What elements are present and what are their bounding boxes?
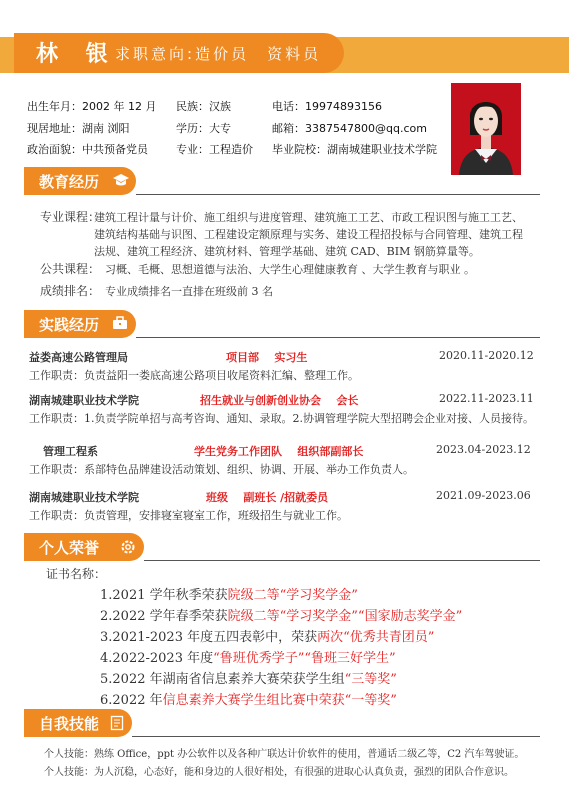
phone: 电话：19974893156: [272, 100, 382, 113]
practice-duty-4: 工作职责：负责管理，安排寝室寝室工作，班级招生与就业工作。: [29, 509, 348, 522]
honor-item-3-text: 3.2021-2023 年度五四表彰中，荣获: [100, 630, 318, 645]
honor-item-1-text: 1.2021 学年秋季荣获: [100, 588, 228, 603]
graduation-cap-icon: [112, 173, 130, 191]
education-section-header: [24, 167, 540, 195]
intent-label: 求职意向:: [115, 45, 196, 63]
birth-date: 出生年月：2002 年 12 月: [27, 100, 157, 113]
honor-item-5-highlight: “三等奖”: [344, 672, 397, 687]
practice-org-3: 管理工程系: [43, 445, 98, 458]
practice-role-4: 班级 副班长 /招就委员: [206, 491, 329, 504]
candidate-name: 林 银: [36, 42, 118, 67]
honor-item-1: [100, 584, 358, 603]
skills-title: 自我技能: [39, 715, 100, 733]
honor-item-2-highlight: 院级二等“学习奖学金”“国家励志奖学金”: [227, 609, 463, 624]
briefcase-icon: [112, 316, 128, 334]
document-icon: [110, 715, 124, 735]
practice-duty-1: 工作职责：负责益阳一娄底高速公路项目收尾资料汇编、整理工作。: [29, 369, 359, 382]
course-line-2: 建筑结构基础与识图、工程建设定额原理与实务、建设工程招投标与合同管理、建筑工程: [94, 228, 523, 241]
intent-job: 造价员: [195, 45, 250, 63]
practice-org-1: 益娄高速公路管理局: [29, 351, 128, 364]
practice-org-2: 湖南城建职业技术学院: [29, 394, 139, 407]
practice-role-2: 招生就业与创新创业协会 会长: [200, 394, 359, 407]
education-level: 学历：大专: [176, 122, 231, 135]
email: 邮箱：3387547800@qq.com: [272, 122, 427, 135]
practice-role-3: 学生党务工作团队 组织部副部长: [194, 445, 364, 458]
practice-date-2: 2022.11-2023.11: [439, 392, 534, 405]
practice-date-3: 2023.04-2023.12: [436, 443, 531, 456]
course-label: 专业课程：: [40, 210, 101, 224]
honor-item-5-text: 5.2022 年湖南省信息素养大赛荣获学生组: [100, 672, 345, 687]
practice-duty-3: 工作职责：系部特色品牌建设活动策划、组织、协调、开展、举办工作负责人。: [29, 463, 414, 476]
practice-duty-2: 工作职责：1.负责学院单招与高考咨询、通知、录取。2.协调管理学院大型招聘会企业对接、人员接待。: [29, 412, 534, 425]
course-line-3: 法规、建筑工程经济、建筑材料、管理学基础、建筑 CAD、BIM 钢筋算量等。: [94, 245, 480, 258]
education-title: 教育经历: [39, 173, 100, 191]
skills-line-2: 个人技能：为人沉稳，心态好，能和身边的人很好相处，有很强的进取心认真负责，强烈的团队合作意识。: [44, 767, 514, 778]
skills-line-1: 个人技能：熟练 Office，ppt 办公软件以及各种广联达计价软件的使用，普通话二级乙等，C2 汽车驾驶证。: [44, 749, 525, 760]
rank-text: 专业成绩排名一直排在班级前 3 名: [105, 285, 273, 298]
practice-date-1: 2020.11-2020.12: [439, 349, 534, 362]
practice-role-1: 项目部 实习生: [226, 351, 308, 364]
honor-item-6: [100, 689, 397, 708]
gear-icon: [120, 539, 136, 559]
rank-label: 成绩排名：: [40, 284, 101, 298]
honor-item-3-highlight: 两次“优秀共青团员”: [317, 630, 435, 645]
practice-section-header: [24, 310, 540, 338]
honor-item-5: [100, 668, 397, 687]
school: 毕业院校：湖南城建职业技术学院: [272, 143, 437, 156]
honor-item-4-highlight: “鲁班优秀学子”“鲁班三好学生”: [213, 651, 396, 666]
address: 现居地址：湖南 浏阳: [27, 122, 130, 135]
honor-item-1-highlight: 院级二等“学习奖学金”: [227, 588, 358, 603]
major: 专业：工程造价: [176, 143, 253, 156]
intent-job-2: 资料员: [267, 45, 322, 63]
honor-item-6-highlight: 信息素养大赛学生组比赛中荣获“一等奖”: [162, 693, 397, 708]
course-line-1: 建筑工程计量与计价、施工组织与进度管理、建筑施工工艺、市政工程识图与施工工艺、: [94, 211, 523, 224]
public-course-text: 习概、毛概、思想道德与法治、大学生心理健康教育 、大学生教育与职业 。: [105, 263, 475, 276]
practice-date-4: 2021.09-2023.06: [436, 489, 531, 502]
honor-item-2-text: 2.2022 学年春季荣获: [100, 609, 228, 624]
skills-section-header: [24, 709, 540, 737]
practice-title: 实践经历: [39, 316, 100, 334]
certificate-label: 证书名称：: [46, 567, 107, 581]
nation: 民族：汉族: [176, 100, 231, 113]
honor-item-2: [100, 605, 462, 624]
honors-section-header: [24, 533, 540, 561]
honor-item-4-text: 4.2022-2023 年度: [100, 651, 214, 666]
profile-photo: [451, 83, 521, 175]
politics: 政治面貌：中共预备党员: [27, 143, 148, 156]
practice-org-4: 湖南城建职业技术学院: [29, 491, 139, 504]
job-intent: [115, 43, 321, 64]
honor-item-3: [100, 626, 434, 645]
public-course-label: 公共课程：: [40, 262, 101, 276]
honor-item-6-text: 6.2022 年: [100, 693, 163, 708]
honors-title: 个人荣誉: [39, 539, 100, 557]
honor-item-4: [100, 647, 396, 666]
